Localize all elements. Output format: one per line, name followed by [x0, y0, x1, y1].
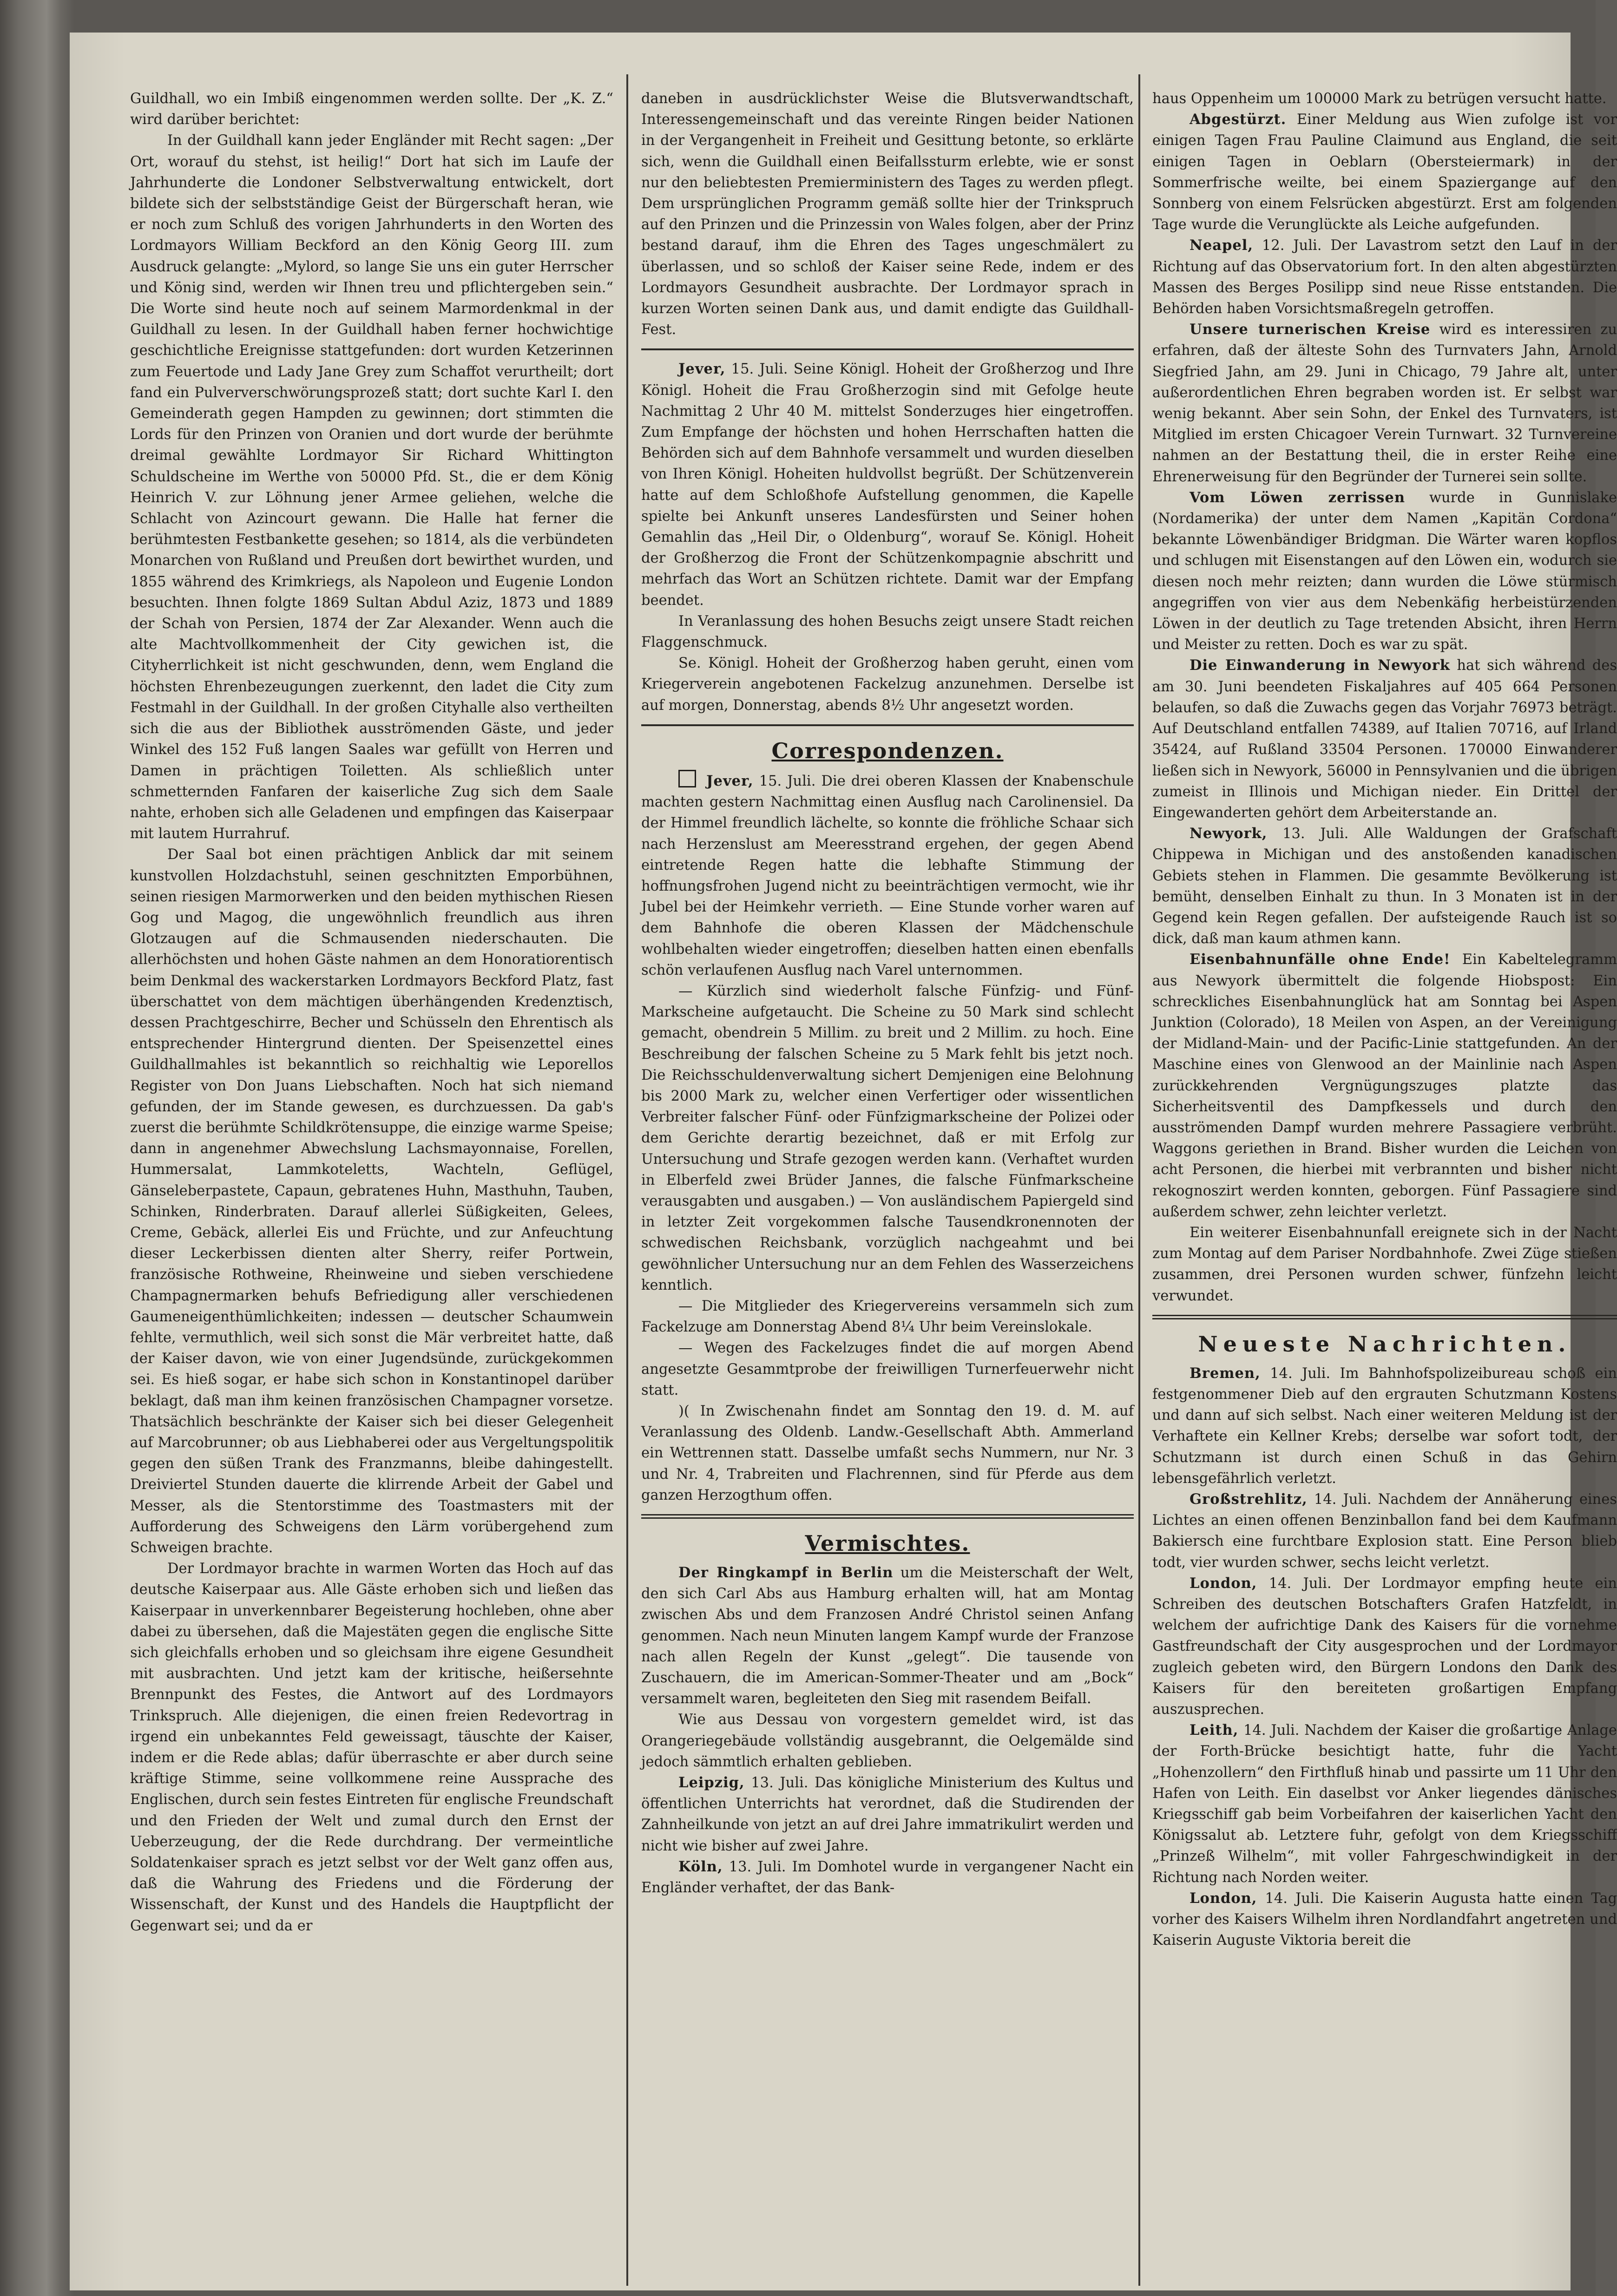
column-1 — [130, 88, 613, 2286]
article-jever — [641, 359, 1134, 610]
article-heading: Unsere turnerischen Kreise — [1190, 321, 1431, 338]
section-title-neueste-nachrichten: Neueste Nachrichten. — [1198, 1331, 1571, 1357]
article-text: 14. Juli. Nachdem der Kaiser die großartige Anlage der Forth-Brücke besichtigt hatte, fuhr die Yacht „Hohenzollern“ den Firthfluß hinab und passirte um 11 Uhr den Hafen von Leith. Ein daselbst vor Anker liegendes dänisches Kriegsschiff gab beim Vorbeifahren der kaiserlichen Yacht den Königssalut ab. Letztere fuhr, gefolgt von dem Kriegsschiff „Prinzeß Wilhelm“, mit voller Fahrgeschwindigkeit in der Richtung nach Norden weiter. — [1152, 1722, 1617, 1886]
paragraph: — Kürzlich sind wiederholt falsche Fünfzig- und Fünf-Markscheine aufgetaucht. Die Scheine zu 50 Mark sind schlecht gemacht, obendrein 5 Millim. zu breit und 2 Millim. zu hoch. Eine Beschreibung der falschen Scheine zu 5 Mark fehlt bis jetzt noch. Die Reichsschuldenverwaltung sichert Demjenigen eine Belohnung bis 2000 Mark zu, welcher einen Verfertiger oder wissentlichen Verbreiter falscher Fünf- oder Fünfzigmarkscheine der Polizei oder dem Gerichte derartig bezeichnet, daß er mit Erfolg zur Untersuchung und Strafe gezogen werden kann. (Verhaftet wurden in Elberfeld zwei Brüder Jannes, die falsche Fünfmarkscheine verausgabten und ausgaben.) — Von ausländischem Papiergeld sind in letzter Zeit vorgekommen falsche Tausendkronennoten der schwedischen Reichsbank, vorzüglich nachgeahmt und bei gewöhnlicher Untersuchung nur an dem Fehlen des Wasserzeichens kenntlich. — [641, 983, 1134, 1293]
paragraph: In der Guildhall kann jeder Engländer mit Recht sagen: „Der Ort, worauf du stehst, ist heilig!“ Dort hat sich im Laufe der Jahrhunderte die Londoner Selbstverwaltung entwickelt, dort bildete sich der selbstständige Geist der Bürgerschaft heran, wie er noch zum Schluß des vorigen Jahrhunderts in den Worten des Lordmayors William Beckford an den König Georg III. zum Ausdruck gelangte: „Mylord, so lange Sie uns ein guter Herrscher und König sind, werden wir Ihnen treu und pflichtergeben sein.“ Die Worte sind heute noch auf seinem Marmordenkmal in der Guildhall zu lesen. In der Guildhall haben ferner hochwichtige geschichtliche Ereignisse stattgefunden: dort wurden Ketzerinnen zum Feuertode und Lady Jane Grey zum Schaffot verurtheilt; dort fand ein Pulververschwörungsprozeß statt; dort suchte Karl I. den Gemeinderath gegen Hampden zu gewinnen; dort stimmten die Lords für den Prinzen von Oranien und dort wurde der berühmte dreimal gewählte Lordmayor Sir Richard Whittington Schuldscheine im Werthe von 50000 Pfd. St., die er dem König Heinrich V. zur Löhnung jener Armee geliehen, welche die Schlacht von Azincourt gewann. Die Halle hat ferner die berühmtesten Festbankette gesehen; so 1814, als die verbündeten Monarchen von Rußland und Preußen dort bewirthet wurden, und 1855 während des Krimkriegs, als Napoleon und Eugenie London besuchten. Ihnen folgte 1869 Sultan Abdul Aziz, 1873 und 1889 der Schah von Persien, 1874 der Zar Alexander. Wenn auch die alte Machtvollkommenheit der City gewichen ist, die Cityherrlichkeit ist nicht geschwunden, denn, wem England die höchsten Ehrenbezeugungen zuerkennt, den ladet die City zum Festmahl in der Guildhall. In der großen Cityhalle also vertheilten sich die aus der Bibliothek ausströmenden Gäste, und jeder Winkel des 152 Fuß langen Saales war gefüllt von Herren und Damen in prächtigen Toiletten. Als schließlich unter schmetternden Fanfaren der kaiserliche Zug sich dem Saale nahte, erhoben sich alle Geladenen und empfingen das Kaiserpaar mit lautem Hurrahruf. — [130, 132, 613, 842]
article-neapel — [1152, 235, 1617, 319]
square-marker-icon — [678, 770, 696, 787]
article-abgestuerzt — [1152, 109, 1617, 235]
section-title-vermischtes: Vermischtes. — [805, 1531, 970, 1556]
article-heading: Jever, — [678, 361, 726, 378]
article-einwanderung — [1152, 655, 1617, 823]
article-text: 14. Juli. Nachdem der Annäherung eines Lichtes an einen offenen Benzinballon fand bei dem Kaufmann Bakiersch eine furchtbare Explosion statt. Eine Person blieb todt, vier wurden schwer, sechs leicht verletzt. — [1152, 1491, 1617, 1571]
newspaper-page — [70, 33, 1617, 2290]
article-text: Ein Kabeltelegramm aus Newyork übermittelt die folgende Hiobspost: Ein schreckliches Eisenbahnunglück hat am Sonntag bei Aspen Junktion (Colorado), 18 Meilen von Aspen, an der Vereinigung der Midland-Main- und der Pacific-Linie stattgefunden. An der Maschine eines von Glenwood an der Mainlinie nach Aspen zurückkehrenden Vergnügungszuges platzte das Sicherheitsventil des Dampfkessels und durch den ausströmenden Dampf wurden mehrere Passagiere verbrüht. Waggons geriethen in Brand. Bisher wurden die Leichen von acht Personen, die hierbei mit verbrannten und bisher nicht rekognoszirt werden konnten, geborgen. Fünf Passagiere sind außerdem schwer, zehn leichter verletzt. — [1152, 951, 1617, 1220]
paragraph: Der Saal bot einen prächtigen Anblick dar mit seinem kunstvollen Holzdachstuhl, seinen geschnitzten Emporbühnen, seinen riesigen Marmorwerken und den beiden mythischen Riesen Gog und Magog, die ungewöhnlich freundlich aus ihren Glotzaugen auf die Schmausenden niederschauten. Die allerhöchsten und hohen Gäste nahmen an dem Honoratiorentisch beim Denkmal des wackerstarken Lordmayors Beckford Platz, fast überschattet von dem mächtigen überhängenden Kredenztisch, dessen Prachtgeschirre, Becher und Schüsseln den Ehrentisch als entsprechender Hintergrund dienten. Der Speisenzettel eines Guildhallmahles ist bekanntlich so reichhaltig wie Leporellos Register von Don Juans Liebschaften. Noch hat sich niemand gefunden, der im Stande gewesen, es durchzuessen. Da gab's zuerst die berühmte Schildkrötensuppe, die einzige warme Speise; dann in angenehmer Abwechslung Lachsmayonnaise, Forellen, Hummersalat, Lammkoteletts, Wachteln, Geflügel, Gänseleberpastete, Capaun, gebratenes Huhn, Masthuhn, Tauben, Schinken, Rinderbraten. Darauf allerlei Süßigkeiten, Gelees, Creme, Gebäck, allerlei Eis und Früchte, und zur Anfeuchtung dieser Leckerbissen dienten alter Sherry, reifer Portwein, französische Rothweine, Rheinweine und sieben verschiedene Champagnermarken behufs Befriedigung aller verschiedenen Gaumeneigenthümlichkeiten; indessen — deutscher Schaumwein fehlte, vermuthlich, weil sich sonst die Mär verbreitet hatte, daß der Kaiser davon, wie von einer Jugendsünde, zurückgekommen sei. Es hieß sogar, er habe sich schon in Konstantinopel darüber beklagt, daß man ihm keinen französischen Champagner vorsetze. Thatsächlich beschränkte der Kaiser sich bei dieser Gelegenheit auf Marcobrunner; ob aus Liebhaberei oder aus Vergeltungspolitik gegen den süßen Trank des Franzmanns, bleibe dahingestellt. Dreiviertel Stunden dauerte die klirrende Arbeit der Gabel und Messer, als die Stentorstimme des Toastmasters mit der Aufforderung des Schweigens den Lärm vorübergehend zum Schweigen brachte. — [130, 846, 613, 1556]
paragraph: )( In Zwischenahn findet am Sonntag den 19. d. M. auf Veranlassung des Oldenb. Landw.-Gesellschaft Abth. Ammerland ein Wettrennen statt. Dasselbe umfaßt sechs Nummern, nur Nr. 3 und Nr. 4, Trabreiten und Flachrennen, sind für Pferde aus dem ganzen Herzogthum offen. — [641, 1403, 1134, 1503]
article-heading: Jever, — [706, 772, 754, 789]
article-text: wird es interessiren zu erfahren, daß der älteste Sohn des Turnvaters Jahn, Arnold Siegfried Jahn, am 29. Juni in Chicago, 79 Jahre alt, unter außerordentlichen Ehren begraben worden ist. Er selbst war wenig bekannt. Aber sein Sohn, der Enkel des Turnvaters, ist Mitglied im ersten Chicagoer Verein Turnwart. 32 Turnvereine nahmen an der Bestattung theil, die in erster Reihe eine Ehrenerweisung für den Begründer der Turnerei sein sollte. — [1152, 321, 1617, 485]
article-heading: London, — [1190, 1889, 1257, 1907]
paragraph: Se. Königl. Hoheit der Großherzog haben geruht, einen vom Kriegerverein angebotenen Fackelzug anzunehmen. Derselbe ist auf morgen, Donnerstag, abends 8½ Uhr angesetzt worden. — [641, 655, 1134, 714]
section-rule — [641, 724, 1134, 726]
paragraph: — Wegen des Fackelzuges findet die auf morgen Abend angesetzte Gesammtprobe der freiwilligen Turnerfeuerwehr nicht statt. — [641, 1340, 1134, 1398]
article-newyork — [1152, 823, 1617, 949]
article-london — [1152, 1573, 1617, 1720]
article-text: um die Meisterschaft der Welt, den sich Carl Abs aus Hamburg erhalten will, hat am Montag zwischen Abs und dem Franzosen André Christol seinen Anfang genommen. Nach neun Minuten langem Kampf wurde der Franzose nach allen Regeln der Kunst „gelegt“. Die tausende von Zuschauern, die im American-Sommer-Theater und am „Bock“ versammelt waren, begleiteten den Sieg mit rasendem Beifall. — [641, 1565, 1134, 1707]
article-text: 15. Juli. Die drei oberen Klassen der Knabenschule machten gestern Nachmittag einen Ausflug nach Carolinensiel. Da der Himmel freundlich lächelte, so konnte die fröhliche Schaar sich nach Herzenslust am Meeresstrand ergehen, der gegen Abend eintretende Regen hatte die lebhafte Stimmung der hoffnungsfrohen Jugend nicht zu beeinträchtigen vermocht, wie ihr Jubel bei der Heimkehr verrieth. — Eine Stunde vorher waren auf dem Bahnhofe die oberen Klassen der Mädchenschule wohlbehalten wieder eingetroffen; dieselben hatten einen ebenfalls schön verlaufenen Ausflug nach Varel unternommen. — [641, 773, 1134, 978]
article-turner — [1152, 319, 1617, 487]
article-koeln — [641, 1856, 1134, 1898]
paragraph: Wie aus Dessau von vorgestern gemeldet wird, ist das Orangeriegebäude vollständig ausgebrannt, die Oelgemälde sind jedoch sämmtlich erhalten geblieben. — [641, 1712, 1134, 1770]
article-heading: Vom Löwen zerrissen — [1190, 489, 1405, 506]
article-heading: Leipzig, — [678, 1774, 745, 1791]
article-text: wurde in Gunnislake (Nordamerika) der unter dem Namen „Kapitän Cordona“ bekannte Löwenbändiger Bridgman. Die Wärter waren kopflos und schlugen mit Eisenstangen auf den Löwen ein, wodurch sie diesen noch mehr reizten; dann wurden die Löwe stürmisch angegriffen von vier aus dem Nebenkäfig herbeistürzenden Löwen in der deutlich zu Tage tretenden Absicht, ihren Herrn und Meister zu retten. Doch es war zu spät. — [1152, 489, 1617, 653]
paragraph: Der Lordmayor brachte in warmen Worten das Hoch auf das deutsche Kaiserpaar aus. Alle Gäste erhoben sich und ließen das Kaiserpaar in unverkennbarer Begeisterung hochleben, ohne aber dabei zu übersehen, daß die Majestäten gegen die englische Sitte sich gleichfalls erhoben und so gleichsam ihre eigene Gesundheit mit ausbrachten. Und jetzt kam der kritische, heißersehnte Brennpunkt des Festes, die Antwort auf des Lordmayors Trinkspruch. Alle diejenigen, die einen freien Redevortrag in irgend ein unbekanntes Feld geweissagt, täuschte der Kaiser, indem er die Rede ablas; dafür überraschte er aber durch seine kräftige Stimme, seine vollkommene reine Aussprache des Englischen, durch sein festes Eintreten für englische Freundschaft und den Frieden der Welt und zumal durch den Ernst der Ueberzeugung, der die Rede durchdrang. Der vermeintliche Soldatenkaiser sprach es jetzt selbst vor der Welt ganz offen aus, daß die Wahrung des Friedens und die Förderung der Wissenschaft, der Kunst und des Handels die Hauptpflicht der Gegenwart sei; und da er — [130, 1561, 613, 1934]
section-rule — [1152, 1315, 1617, 1319]
article-heading: Die Einwanderung in Newyork — [1190, 657, 1450, 674]
article-text: 13. Juli. Das königliche Ministerium des Kultus und öffentlichen Unterrichts hat verordnet, daß die Studirenden der Zahnheilkunde von jetzt an auf drei Jahre immatrikulirt werden und nicht wie bisher auf zwei Jahre. — [641, 1775, 1134, 1854]
article-heading: Großstrehlitz, — [1190, 1491, 1308, 1508]
article-text: 15. Juli. Seine Königl. Hoheit der Großherzog und Ihre Königl. Hoheit die Frau Großherzogin sind mit Gefolge heute Nachmittag 2 Uhr 40 M. mittelst Sonderzuges hier eingetroffen. Zum Empfange der höchsten und hohen Herrschaften hatten die Behörden sich auf dem Bahnhofe versammelt und wurden dieselben von Ihren Königl. Hoheiten huldvollst begrüßt. Der Schützenverein hatte auf dem Schloßhofe Aufstellung genommen, die Kapelle spielte bei Ankunft unseres Landesfürsten und Seiner hohen Gemahlin das „Heil Dir, o Oldenburg“, worauf Se. Königl. Hoheit der Großherzog die Front der Schützenkompagnie abschritt und mehrfach das Wort an Schützen richtete. Damit war der Empfang beendet. — [641, 361, 1134, 609]
article-text: 14. Juli. Im Bahnhofspolizeibureau schoß ein festgenommener Dieb auf den ergrauten Schutzmann Kostens und dann auf sich selbst. Nach einer weiteren Meldung ist der Verhaftete ein Kellner Krebs; derselbe war sofort todt, der Schutzmann ist durch einen Schuß in das Gehirn lebensgefährlich verletzt. — [1152, 1365, 1617, 1487]
article-heading: Bremen, — [1190, 1364, 1261, 1382]
article-heading: Der Ringkampf in Berlin — [678, 1564, 894, 1581]
article-bremen — [1152, 1363, 1617, 1489]
column-rule-right — [1138, 74, 1140, 2286]
paragraph: In Veranlassung des hohen Besuchs zeigt unsere Stadt reichen Flaggenschmuck. — [641, 613, 1134, 651]
article-leipzig — [641, 1772, 1134, 1856]
section-rule — [641, 348, 1134, 350]
paragraph: Guildhall, wo ein Imbiß eingenommen werden sollte. Der „K. Z.“ wird darüber berichtet: — [130, 91, 613, 128]
paragraph: — Die Mitglieder des Kriegervereins versammeln sich zum Fackelzuge am Donnerstag Abend 8¼ Uhr beim Vereinslokale. — [641, 1298, 1134, 1336]
section-title-correspondenzen: Correspondenzen. — [771, 738, 1004, 763]
article-heading: London, — [1190, 1574, 1257, 1592]
article-text: Einer Meldung aus Wien zufolge ist vor einigen Tagen Frau Pauline Claimund aus England, die seit einigen Tagen in Oeblarn (Obersteiermark) in der Sommerfrische weilte, bei einem Spaziergange auf den Sonnberg von einem Felsrücken abgestürzt. Erst am folgenden Tage wurde die Verunglückte als Leiche aufgefunden. — [1152, 112, 1617, 233]
article-text: 14. Juli. Die Kaiserin Augusta hatte einen Tag vorher des Kaisers Wilhelm ihren Nordlandfahrt angetreten und Kaiserin Auguste Viktoria bereit die — [1152, 1890, 1617, 1949]
article-heading: Neapel, — [1190, 237, 1253, 254]
paragraph: haus Oppenheim um 100000 Mark zu betrügen versucht hatte. — [1152, 91, 1607, 107]
article-text: 13. Juli. Alle Waldungen der Grafschaft Chippewa in Michigan und des anstoßenden kanadischen Gebiets stehen in Flammen. Die gesammte Bevölkerung ist bemüht, denselben Einhalt zu thun. In 3 Monaten ist in der Gegend kein Regen gefallen. Der aufsteigende Rauch ist so dick, daß man kaum athmen kann. — [1152, 826, 1617, 947]
column-rule-left — [626, 74, 628, 2286]
article-correspondence-jever — [641, 770, 1134, 981]
article-heading: Newyork, — [1190, 825, 1268, 842]
article-text: 14. Juli. Der Lordmayor empfing heute ein Schreiben des deutschen Botschafters Grafen Hatzfeldt, in welchem der aufrichtige Dank des Kaisers für die vornehme Gastfreundschaft der City ausgesprochen und der Lordmayor zugleich gebeten wird, den Bürgern Londons den Dank des Kaisers für den bereiteten großartigen Empfang auszusprechen. — [1152, 1575, 1617, 1718]
article-heading: Abgestürzt. — [1190, 111, 1287, 128]
article-text: 13. Juli. Im Domhotel wurde in vergangener Nacht ein Engländer verhaftet, der das Bank- — [641, 1858, 1134, 1896]
article-grossstrehlitz — [1152, 1489, 1617, 1573]
article-text: hat sich während des am 30. Juni beendeten Fiskaljahres auf 405 664 Personen belaufen, so daß die Zuwachs gegen das Vorjahr 76973 beträgt. Auf Deutschland entfallen 74389, auf Italien 70716, auf Irland 35424, auf Rußland 33504 Personen. 170000 Einwanderer ließen sich in Newyork, 56000 in Pennsylvanien und die übrigen zumeist in Illinois und Michigan nieder. Ein Drittel der Eingewanderten gehört dem Arbeiterstande an. — [1152, 657, 1617, 821]
article-loewe — [1152, 487, 1617, 656]
article-text: 12. Juli. Der Lavastrom setzt den Lauf in der Richtung auf das Observatorium fort. In den alten abgestürzten Massen des Berges Posilipp sind neue Risse entstanden. Die Behörden haben Vorsichtsmaßregeln getroffen. — [1152, 237, 1617, 317]
paragraph: Ein weiterer Eisenbahnunfall ereignete sich in der Nacht zum Montag auf dem Pariser Nordbahnhofe. Zwei Züge stießen zusammen, drei Personen wurden schwer, fünfzehn leicht verwundet. — [1152, 1224, 1617, 1304]
column-3 — [1152, 88, 1617, 2286]
article-ringkampf — [641, 1562, 1134, 1709]
article-eisenbahn — [1152, 949, 1617, 1222]
article-heading: Eisenbahnunfälle ohne Ende! — [1190, 951, 1451, 968]
article-london-2 — [1152, 1888, 1617, 1951]
article-heading: Leith, — [1190, 1722, 1239, 1739]
paragraph: daneben in ausdrücklichster Weise die Blutsverwandtschaft, Interessengemeinschaft und das vereinte Ringen beider Nationen in der Vergangenheit in Freiheit und Gesittung betonte, so erklärte sich, wenn die Guildhall einen Beifallssturm erlebte, wie er sonst nur den beliebtesten Premierministern des Tages zu werden pflegt. Dem ursprünglichen Programm gemäß sollte hier der Trinkspruch auf den Prinzen und die Prinzessin von Wales folgen, aber der Prinz bestand darauf, ihm die Ehren des Tages ungeschmälert zu überlassen, und so schloß der Kaiser seine Rede, indem er des Lordmayors Gesundheit ausbrachte. Der Lordmayor sprach in kurzen Worten seinen Dank aus, und damit endigte das Guildhall-Fest. — [641, 91, 1134, 338]
section-rule — [641, 1514, 1134, 1519]
article-leith — [1152, 1720, 1617, 1888]
column-2 — [641, 88, 1134, 2286]
article-heading: Köln, — [678, 1858, 723, 1875]
